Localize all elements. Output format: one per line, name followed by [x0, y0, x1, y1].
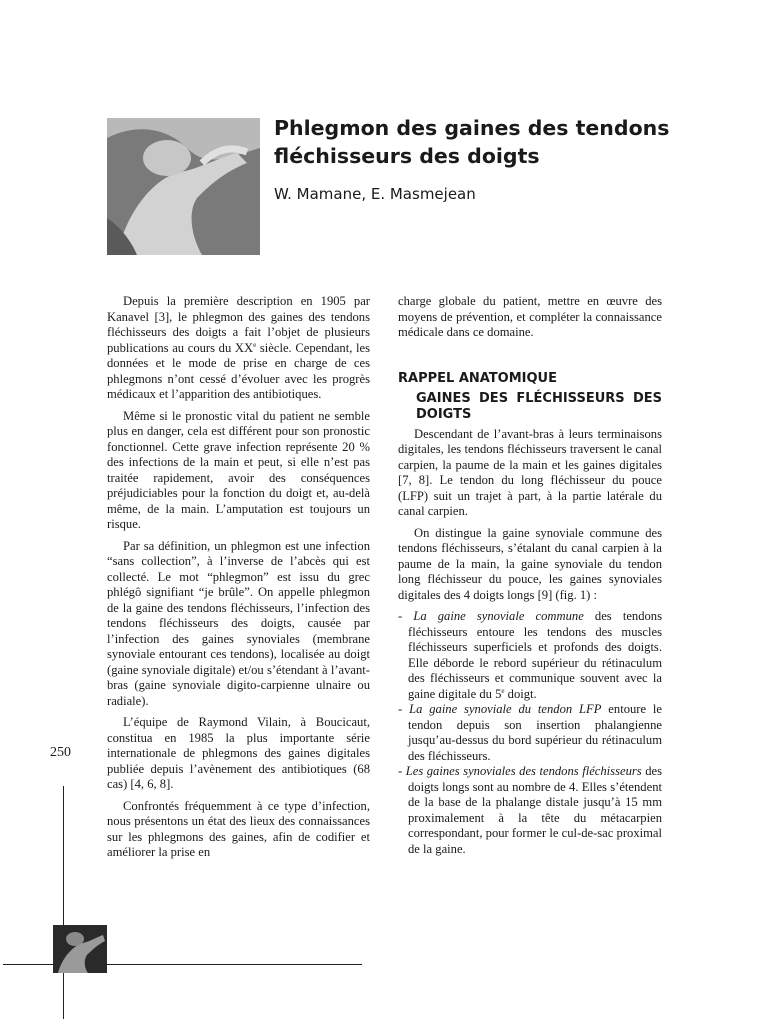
list-item — [398, 764, 662, 857]
century-superscript: e — [253, 340, 257, 349]
list-item-label: Les gaines synoviales des tendons fléchisseurs — [405, 764, 642, 778]
right-column — [398, 294, 662, 857]
vilain-paragraph: L’équipe de Raymond Vilain, à Boucicaut, constitua en 1985 la plus importante série internationale de phlegmons des gaines digitales publiée depuis l’avènement des antibiotiques (68 cas) [4, 6, 8]. — [107, 715, 370, 791]
list-item — [398, 609, 662, 702]
list-bullet: - — [398, 702, 410, 716]
intro-paragraph — [107, 294, 370, 403]
list-item-label: La gaine synoviale du tendon LFP — [409, 702, 602, 716]
continuation-paragraph: charge globale du patient, mettre en œuvre des moyens de prévention, et compléter la connaissance médicale dans ce domaine. — [398, 294, 662, 339]
list-item-superscript: e — [501, 686, 505, 695]
crop-mark-vertical — [63, 786, 64, 1019]
sub-heading: GAINES DES FLÉCHISSEURS DES DOIGTS — [416, 390, 662, 422]
list-bullet: - — [398, 764, 406, 778]
article-title: Phlegmon des gaines des tendons fléchisseurs des doigts — [274, 116, 670, 168]
article-authors: W. Mamane, E. Masmejean — [274, 185, 476, 203]
sheath-list — [398, 609, 662, 857]
intro-text-b: siècle. Cependant, les données et le mode de prise en charge de ces phlegmons n’ont cessé d’évoluer avec les progrès médicaux et l’apparition des antibiotiques. — [107, 340, 370, 401]
sculpture-thumbnail-icon — [53, 925, 107, 973]
sculpture-photo — [107, 118, 260, 255]
sheaths-paragraph: On distingue la gaine synoviale commune des tendons fléchisseurs, s’étalant du canal carpien à la paume de la main, la gaine synoviale du tendon long fléchisseur du pouce, les gaines synoviales digitales des 4 doigts longs [9] (fig. 1) : — [398, 525, 662, 602]
definition-paragraph: Par sa définition, un phlegmon est une infection “sans collection”, à l’inverse de l’abcès qui est collecté. Le mot “phlegmon” est issu du grec phlégô signifiant “je brûle”. On appelle phlegmon de la gaine des tendons fléchisseurs, l’infection des tendons fléchisseurs des doigts, causée par l’infection des gaines synoviales (membrane synoviale entourant ces tendons), localisée au doigt (gaine synoviale digitale) et/ou s’étendant à l’avant-bras (gaine synoviale digito-carpienne ulnaire ou radiale). — [107, 538, 370, 708]
sculpture-photo-icon — [107, 118, 260, 255]
sculpture-thumbnail — [53, 925, 107, 973]
list-item-text-end: doigt. — [504, 686, 537, 701]
page-number: 250 — [50, 745, 71, 760]
list-item-text: des tendons fléchisseurs entoure les tendons des muscles fléchisseurs superficiels et profonds des doigts. Elle déborde le rebord supérieur du rétinaculum des fléchisseurs et communique souvent avec la gaine digitale du 5 — [408, 609, 663, 701]
list-bullet: - — [398, 609, 414, 623]
prognosis-paragraph: Même si le pronostic vital du patient ne semble plus en danger, cela est différent pour son pronostic fonctionnel. Cette grave infection représente 20 % des infections de la main et peut, si elle n’est pas traitée rapidement, avoir des conséquences préjudiciables pour la fonction du doigt et, au-delà même, de la main. L’amputation est toujours un risque. — [107, 408, 370, 531]
list-item-label: La gaine synoviale commune — [413, 609, 584, 623]
list-item-text: des doigts longs sont au nombre de 4. Elles s’étendent de la base de la phalange distale jusqu’à 15 mm proximalement à la tête du métacarpien correspondant, pour former le cul-de-sac proximal de la gaine. — [408, 764, 662, 856]
list-item — [398, 702, 662, 764]
left-column — [107, 294, 370, 867]
anatomy-paragraph: Descendant de l’avant-bras à leurs terminaisons digitales, les tendons fléchisseurs traversent le canal carpien, la paume de la main et les gaines digitales [7, 8]. Le tendon du long fléchisseur du pouce (LFP) suit un trajet à part, à la partie latérale du canal carpien. — [398, 426, 662, 518]
state-paragraph: Confrontés fréquemment à ce type d’infection, nous présentons un état des lieux des connaissances sur les phlegmons des gaines, afin de codifier et améliorer la prise en — [107, 798, 370, 859]
section-heading: RAPPEL ANATOMIQUE — [398, 370, 557, 386]
intro-text-a: Depuis la première description en 1905 par Kanavel [3], le phlegmon des gaines des tendons fléchisseurs des doigts a fait l’objet de plusieurs publications au cours du XX — [107, 294, 370, 355]
list-item-text: entoure le tendon depuis son insertion phalangienne jusqu’au-dessus du bord supérieur du rétinaculum des fléchisseurs. — [408, 702, 663, 763]
